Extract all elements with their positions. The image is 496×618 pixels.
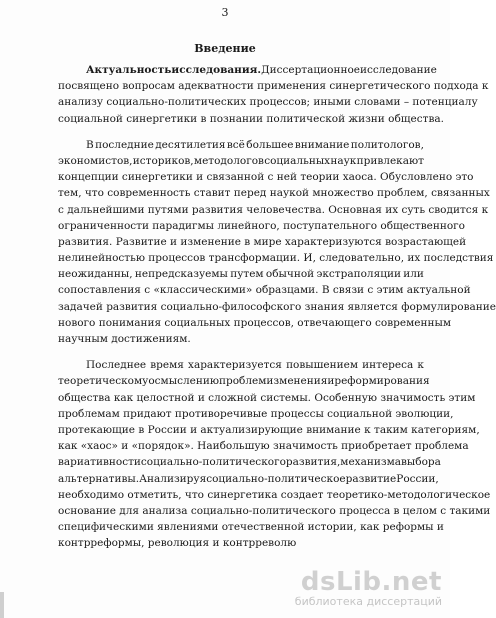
- word: историков,: [132, 154, 194, 167]
- text-line: [58, 153, 424, 169]
- word: большее: [246, 138, 294, 151]
- word: экономистов,: [58, 154, 133, 167]
- word: Диссертационное: [261, 64, 360, 76]
- text-line: [58, 373, 430, 389]
- word: механизма: [340, 456, 402, 469]
- text-line: [58, 111, 444, 127]
- word: В: [86, 138, 94, 151]
- word: вариативности: [58, 456, 141, 469]
- word: неожиданны,: [58, 268, 133, 281]
- word: необходимо отметить, что синергетика создает теоретико-методологическое: [58, 488, 491, 501]
- word: исследования.: [171, 64, 262, 76]
- word: характеризуется: [188, 359, 282, 372]
- word: теоретическому: [58, 375, 149, 388]
- text-line: [58, 357, 424, 373]
- text-line: [58, 315, 451, 331]
- word: задачей развития социально-философского знания является формулирование: [58, 300, 496, 313]
- word: наук: [330, 154, 357, 167]
- word: посвящено вопросам адекватности применения синергетического подхода к: [58, 80, 489, 93]
- text-line: [58, 250, 494, 266]
- word: повышением: [286, 359, 359, 372]
- word: протекающие в России и актуализирующие внимание к таким категориям,: [58, 423, 480, 436]
- text-line: [58, 390, 476, 406]
- word: или: [403, 268, 424, 281]
- text-line: [58, 503, 491, 519]
- text-line: [58, 519, 444, 535]
- word: всё: [226, 138, 245, 151]
- text-line: [58, 137, 424, 153]
- text-line: [58, 331, 424, 347]
- word: привлекают: [356, 154, 424, 167]
- text-line: [58, 218, 465, 234]
- word: исследование: [359, 64, 437, 76]
- word: нелинейностью процессов трансформации. И, следовательно, их последствия: [58, 252, 494, 265]
- text-line: [58, 202, 489, 218]
- word: сопоставления с «классическими» образцами. В связи с этим актуальной: [58, 284, 471, 297]
- word: социально-политическое: [206, 472, 346, 485]
- word: внимание: [294, 138, 350, 151]
- word: обычной: [265, 268, 315, 281]
- text-line: [58, 535, 424, 551]
- word: концепции синергетики и связанной с ней теории хаоса. Обусловлено это: [58, 171, 474, 184]
- word: социальных: [264, 154, 331, 167]
- word: как «хаос» и «порядок». Наибольшую значимость приобретает проблема: [58, 440, 469, 453]
- word: социально-политического: [140, 456, 286, 469]
- paragraph: [58, 62, 489, 127]
- word: осмыслению: [148, 375, 219, 388]
- word: общества как целостной и сложной системы. Особенную значимость этим: [58, 391, 476, 404]
- document-body: [58, 62, 496, 551]
- word: Актуальность: [86, 64, 172, 76]
- word: научным достижениям.: [58, 333, 191, 345]
- word: развития,: [285, 456, 341, 469]
- word: и: [327, 375, 335, 388]
- text-line: [58, 471, 439, 487]
- paragraph: [58, 357, 491, 551]
- text-line: [58, 78, 489, 94]
- word: развития. Развитие и изменение в мире характеризуются возрастающей: [58, 235, 467, 248]
- paragraph: [58, 137, 496, 347]
- word: экстраполяции: [316, 268, 401, 281]
- word: России,: [396, 472, 439, 485]
- word: тем, что современность ставит перед наукой множество проблем, связанных: [58, 187, 490, 200]
- watermark-brand: dsLib.net: [300, 567, 442, 597]
- word: Анализируя: [139, 472, 207, 485]
- word: ограниченности парадигмы линейного, поступательного общественного: [58, 219, 465, 232]
- word: десятилетия: [155, 138, 226, 151]
- word: альтернативы.: [58, 472, 140, 485]
- word: изменения: [266, 375, 328, 388]
- text-line: [58, 282, 471, 298]
- word: с дальнейшими путями развития человечества. Основная их суть сводится к: [58, 203, 489, 216]
- word: нового понимания социальных процессов, отвечающего современным: [58, 316, 451, 329]
- page-number: 3: [221, 6, 229, 19]
- word: социальной синергетики в познании политической жизни общества.: [58, 112, 444, 125]
- word: интереса: [362, 359, 414, 372]
- text-line: [58, 422, 480, 438]
- word: реформирования: [334, 375, 430, 388]
- text-line: [58, 169, 474, 185]
- text-line: [58, 454, 441, 470]
- word: развитие: [345, 472, 397, 485]
- word: методологов: [193, 154, 264, 167]
- text-line: [58, 299, 496, 315]
- word: специфическими явлениями отечественной истории, как реформы и: [58, 521, 444, 534]
- word: к: [417, 359, 424, 372]
- scan-edge-mark: [0, 592, 4, 618]
- watermark-subtitle: библиотека диссертаций: [294, 595, 442, 608]
- text-line: [58, 266, 424, 282]
- text-line: [58, 406, 454, 422]
- word: путем: [230, 268, 264, 281]
- section-heading: Введение: [194, 42, 256, 55]
- text-line: [58, 185, 490, 201]
- word: анализу социально-политических процессов; иными словами – потенциалу: [58, 96, 478, 109]
- word: Последнее: [86, 359, 147, 372]
- text-line: [58, 94, 478, 110]
- word: основание для анализа социально-политического процесса в целом с такими: [58, 504, 491, 517]
- watermark: [295, 567, 442, 608]
- word: последние: [95, 138, 154, 151]
- text-line: [58, 62, 437, 78]
- word: проблемам придают противоречивые процессы социальной эволюции,: [58, 407, 454, 420]
- text-line: [58, 234, 467, 250]
- text-line: [58, 487, 491, 503]
- text-line: [58, 438, 469, 454]
- word: выбора: [401, 456, 441, 469]
- word: время: [150, 359, 184, 372]
- word: проблем: [219, 375, 267, 388]
- word: политологов,: [350, 138, 424, 151]
- word: непредсказуемы: [134, 268, 228, 281]
- word: контрреформы, революция и контрреволю: [58, 537, 297, 550]
